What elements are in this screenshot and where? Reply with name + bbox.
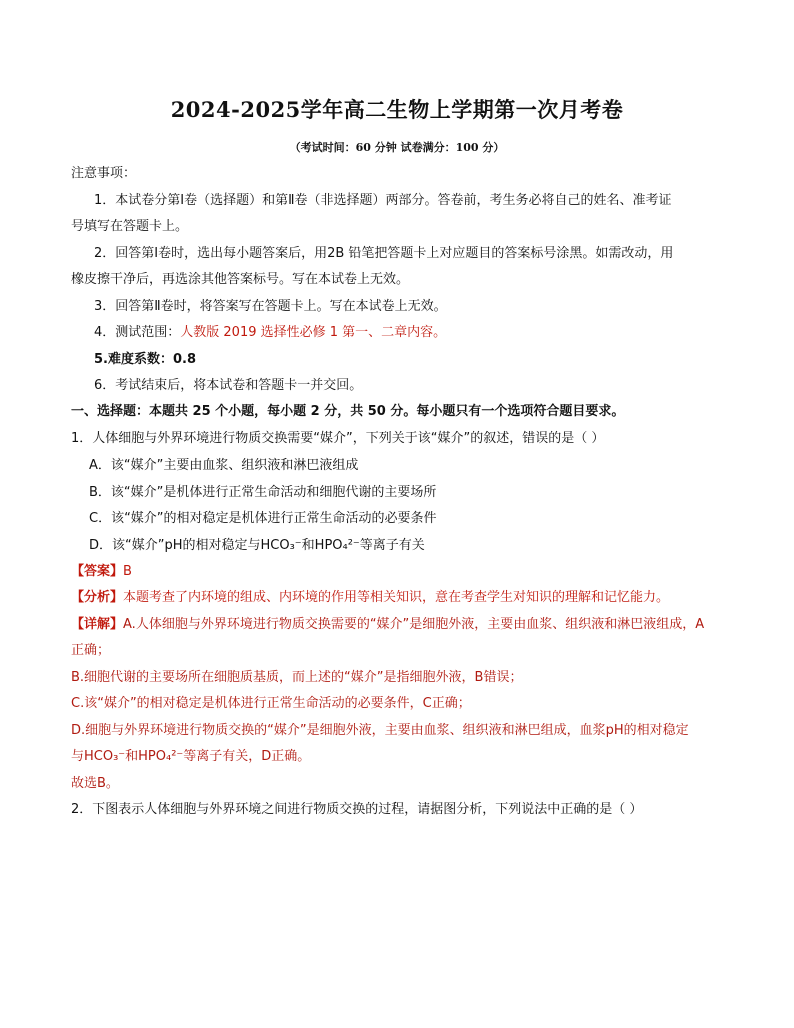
notice-item-6: 6．考试结束后，将本试卷和答题卡一并交回。 [94,378,363,393]
answer-value: B [123,564,132,579]
notice-heading: 注意事项： [71,166,137,181]
notice-item-1-line-1: 1．本试卷分第Ⅰ卷（选择题）和第Ⅱ卷（非选择题）两部分。答卷前，考生务必将自己的姓名、准考证 [94,193,672,208]
notice-item-2-line-1: 2．回答第Ⅰ卷时，选出每小题答案后，用2B 铅笔把答题卡上对应题目的答案标号涂黑。如需改动，用 [94,246,674,261]
q1-detail-line-5: D.细胞与外界环境进行物质交换的“媒介”是细胞外液，主要由血浆、组织液和淋巴组成，血浆pH的相对稳定 [71,723,689,738]
exam-time-info: （考试时间：60 分钟 试卷满分：100 分） [289,141,505,154]
q1-option-b: B．该“媒介”是机体进行正常生命活动和细胞代谢的主要场所 [89,485,437,500]
analysis-label: 【分析】 [71,590,124,605]
detail-text-1: A.人体细胞与外界环境进行物质交换需要的“媒介”是细胞外液，主要由血浆、组织液和淋巴液组成，A [123,617,705,632]
notice-item-4 [94,325,446,341]
q1-option-d: D．该“媒介”pH的相对稳定与HCO₃⁻和HPO₄²⁻等离子有关 [89,538,425,553]
notice-item-1-line-2: 号填写在答题卡上。 [71,219,189,234]
notice-item-2-line-2: 橡皮擦干净后，再选涂其他答案标号。写在本试卷上无效。 [71,272,410,287]
notice-item-4-prefix: 4．测试范围： [94,325,181,340]
notice-item-3: 3．回答第Ⅱ卷时，将答案写在答题卡上。写在本试卷上无效。 [94,299,447,314]
test-scope: 人教版 2019 选择性必修 1 第一、二章内容。 [180,325,447,340]
analysis-text: 本题考查了内环境的组成、内环境的作用等相关知识，意在考查学生对知识的理解和记忆能力。 [123,590,670,605]
answer-label: 【答案】 [71,564,124,579]
section-heading-choice: 一、选择题：本题共 25 个小题，每小题 2 分，共 50 分。每小题只有一个选项符合题目要求。 [71,404,625,419]
q1-detail-line-4: C.该“媒介”的相对稳定是机体进行正常生命活动的必要条件，C正确； [71,696,471,711]
q1-analysis [71,590,669,606]
q1-detail-line-1 [71,617,704,633]
detail-label: 【详解】 [71,617,124,632]
q1-stem: 1．人体细胞与外界环境进行物质交换需要“媒介”，下列关于该“媒介”的叙述，错误的是（ ） [71,431,605,446]
q1-answer [71,564,132,580]
notice-item-5-difficulty: 5.难度系数：0.8 [94,352,197,367]
q2-stem: 2．下图表示人体细胞与外界环境之间进行物质交换的过程，请据图分析，下列说法中正确的是（ ） [71,802,643,817]
q1-detail-line-2: 正确； [71,643,111,658]
q1-conclusion: 故选B。 [71,776,119,791]
q1-option-c: C．该“媒介”的相对稳定是机体进行正常生命活动的必要条件 [89,511,437,526]
q1-detail-line-6: 与HCO₃⁻和HPO₄²⁻等离子有关，D正确。 [71,749,311,764]
q1-detail-line-3: B.细胞代谢的主要场所在细胞质基质，而上述的“媒介”是指细胞外液，B错误； [71,670,523,685]
q1-option-a: A．该“媒介”主要由血浆、组织液和淋巴液组成 [89,458,359,473]
page-title: 2024-2025学年高二生物上学期第一次月考卷 [170,97,624,122]
